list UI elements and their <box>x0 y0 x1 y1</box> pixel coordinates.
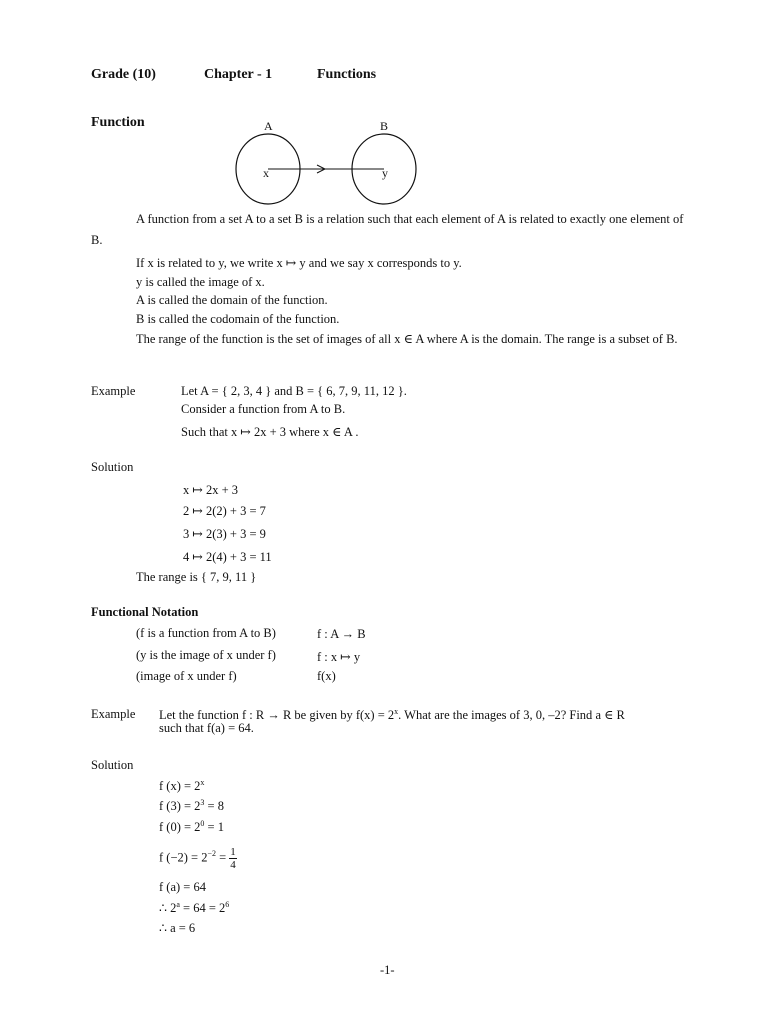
notation-symbol: f : A → B <box>317 627 366 641</box>
solution2-line: f $(x) = 2^x$ <box>159 777 205 793</box>
set-a-label: A <box>264 119 273 133</box>
page-number: -1- <box>380 963 395 977</box>
mapping-diagram <box>225 115 425 210</box>
example2-label: Example <box>91 707 136 721</box>
solution2-label: Solution <box>91 758 134 772</box>
therefore-icon: ∴ <box>159 921 167 935</box>
function-signature: f : R → R <box>241 708 292 722</box>
example2-line1: Let the function f : R → R be given by $f(x) = 2^x$. What are the images of 3, 0, –2? Find a ∈ R <box>159 706 625 722</box>
example1-line3: Such that x ↦ 2x + 3 where x ∈ A . <box>181 425 359 439</box>
section-heading-notation: Functional Notation <box>91 605 199 619</box>
image-line: y is called the image of x. <box>136 275 265 289</box>
element-y-label: y <box>382 166 388 180</box>
solution2-line: ∴ $2^a = 64 = 2^6$ <box>159 899 230 915</box>
notation-symbol: f : x ↦ y <box>317 650 361 664</box>
example1-line1: Let A = { 2, 3, 4 } and B = { 6, 7, 9, 11, 12 }. <box>181 384 407 398</box>
solution2-line: f $(0) = 2^0 = 1$ <box>159 818 224 834</box>
codomain-line: B is called the codomain of the function. <box>136 312 340 326</box>
example1-label: Example <box>91 384 136 398</box>
notation-desc: (y is the image of x under f) <box>136 648 276 662</box>
therefore-icon: ∴ <box>159 901 167 915</box>
solution1-step: x ↦ 2x + 3 <box>183 483 239 497</box>
a-in-r-symbol: a ∈ R <box>595 708 625 722</box>
range-definition: The range of the function is the set of images of all x ∈ A where A is the domain. The range is a subset of B. <box>136 332 678 346</box>
solution2-line: ∴ a = 6 <box>159 921 196 935</box>
function-definition: A function from a set A to a set B is a relation such that each element of A is related to exactly one element of B. <box>91 212 684 247</box>
grade-label: Grade (10) <box>91 67 156 82</box>
set-b-label: B <box>380 119 389 133</box>
chapter-label: Chapter - 1 <box>204 67 273 82</box>
solution1-step: 4 ↦ 2(4) + 3 = 11 <box>183 550 272 564</box>
notation-desc: (f is a function from A to B) <box>136 626 276 640</box>
solution1-step: 3 ↦ 2(3) + 3 = 9 <box>183 527 266 541</box>
fraction: $\frac{1}{4}$ <box>230 846 236 871</box>
solution2-line: f (a) = 64 <box>159 880 206 894</box>
example1-line2: Consider a function from A to B. <box>181 402 346 416</box>
solution2-line: f $(3) = 2^3 = 8$ <box>159 797 224 813</box>
notation-symbol: f(x) <box>317 669 336 683</box>
solution2-line: f $(-2) = 2^{-2}$ = $\frac{1}{4}$ <box>159 846 236 871</box>
related-line: If x is related to y, we write x ↦ y and we say x corresponds to y. <box>136 256 462 270</box>
solution1-step: 2 ↦ 2(2) + 3 = 7 <box>183 504 266 518</box>
page-title: Functions <box>317 67 377 82</box>
notation-desc: (image of x under f) <box>136 669 237 683</box>
example2-line2: such that f(a) = 64. <box>159 721 254 735</box>
solution1-range: The range is { 7, 9, 11 } <box>136 570 257 584</box>
domain-line: A is called the domain of the function. <box>136 293 328 307</box>
element-x-label: x <box>263 166 269 180</box>
section-heading-function: Function <box>91 115 145 130</box>
solution1-label: Solution <box>91 460 134 474</box>
